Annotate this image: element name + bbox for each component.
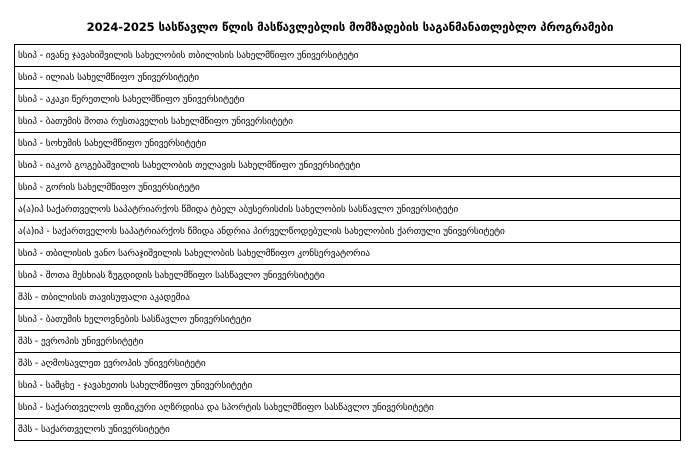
table-row — [15, 353, 681, 375]
table-row — [15, 155, 681, 177]
table-row — [15, 89, 681, 111]
table-row — [15, 67, 681, 89]
table-row — [15, 419, 681, 441]
table-cell: სსიპ - აკაკი წერეთლის სახელმწიფო უნივერსიტეტი — [15, 89, 681, 111]
table-cell: შპს - აღმოსავლეთ ევროპის უნივერსიტეტი — [15, 353, 681, 375]
table-row — [15, 111, 681, 133]
table-cell: შპს - ევროპის უნივერსიტეტი — [15, 331, 681, 353]
table-cell: სსიპ - გორის სახელმწიფო უნივერსიტეტი — [15, 177, 681, 199]
table-row — [15, 45, 681, 67]
table-cell: სსიპ - სოხუმის სახელმწიფო უნივერსიტეტი — [15, 133, 681, 155]
table-row — [15, 397, 681, 419]
table-row — [15, 133, 681, 155]
table-row — [15, 177, 681, 199]
table-cell: სსიპ - შოთა მესხიას ზუგდიდის სახელმწიფო სასწავლო უნივერსიტეტი — [15, 265, 681, 287]
table-row — [15, 243, 681, 265]
table-cell: შპს - თბილისის თავისუფალი აკადემია — [15, 287, 681, 309]
table-row — [15, 287, 681, 309]
table-cell: შპს - საქართველოს უნივერსიტეტი — [15, 419, 681, 441]
table-row — [15, 199, 681, 221]
table-row — [15, 331, 681, 353]
table-cell: სსიპ - ილიას სახელმწიფო უნივერსიტეტი — [15, 67, 681, 89]
table-cell: ა(ა)იპ საქართველოს საპატრიარქოს წმიდა ტბელ აბუსერისძის სახელობის სასწავლო უნივერსიტეტი — [15, 199, 681, 221]
table-cell: სსიპ - იაკობ გოგებაშვილის სახელობის თელავის სახელმწიფო უნივერსიტეტი — [15, 155, 681, 177]
table-cell: სსიპ - სამცხე - ჯავახეთის სახელმწიფო უნივერსიტეტი — [15, 375, 681, 397]
table-row — [15, 375, 681, 397]
table-cell: სსიპ - საქართველოს ფიზიკური აღზრდისა და სპორტის სახელმწიფო სასწავლო უნივერსიტეტი — [15, 397, 681, 419]
program-table — [14, 44, 681, 441]
table-cell: სსიპ - ბათუმის შოთა რუსთაველის სახელმწიფო უნივერსიტეტი — [15, 111, 681, 133]
table-cell: ა(ა)იპ - საქართველოს საპატრიარქოს წმიდა ანდრია პირველწოდებულის სახელობის ქართული უნივერსიტეტი — [15, 221, 681, 243]
table-row — [15, 309, 681, 331]
table-cell: სსიპ - თბილისის ვანო სარაჯიშვილის სახელობის სახელმწიფო კონსერვატორია — [15, 243, 681, 265]
table-cell: სსიპ - ბათუმის ხელოვნების სასწავლო უნივერსიტეტი — [15, 309, 681, 331]
table-row — [15, 221, 681, 243]
table-cell: სსიპ - ივანე ჯავახიშვილის სახელობის თბილისის სახელმწიფო უნივერსიტეტი — [15, 45, 681, 67]
table-row — [15, 265, 681, 287]
page-title: 2024-2025 სასწავლო წლის მასწავლებლის მომზადების საგანმანათლებლო პროგრამები — [86, 20, 614, 34]
